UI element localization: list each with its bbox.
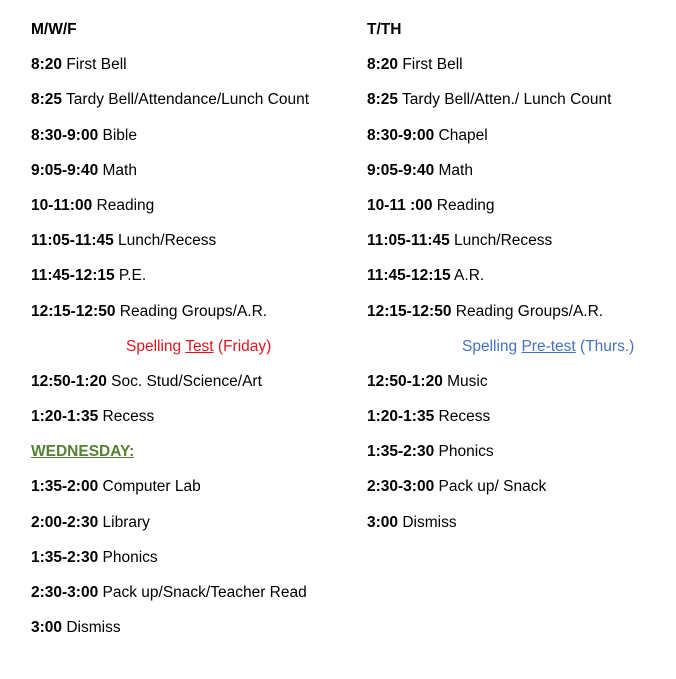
- note-pre: Spelling: [126, 337, 186, 355]
- note-post: (Friday): [213, 337, 272, 355]
- note-underlined: Test: [185, 337, 214, 355]
- row-activity: Library: [98, 513, 150, 531]
- schedule-row: [367, 55, 667, 90]
- row-activity: P.E.: [114, 267, 147, 285]
- row-activity: Soc. Stud/Science/Art: [106, 372, 262, 390]
- schedule-row: [31, 372, 351, 407]
- row-activity: Dismiss: [62, 619, 121, 637]
- note-post: (Thurs.): [575, 337, 635, 355]
- row-activity: Tardy Bell/Atten./ Lunch Count: [398, 91, 612, 109]
- schedule-row: [31, 302, 351, 337]
- row-time: 1:35-2:00: [31, 478, 99, 496]
- row-time: 11:05-11:45: [31, 232, 114, 250]
- row-activity: First Bell: [398, 56, 463, 74]
- row-time: 1:35-2:30: [367, 443, 435, 461]
- schedule-row: [367, 196, 667, 231]
- schedule-row: [31, 266, 351, 301]
- schedule-row: [31, 126, 351, 161]
- schedule-row: [367, 266, 667, 301]
- schedule-row: [367, 407, 667, 442]
- schedule-row: [31, 90, 351, 125]
- row-time: 1:20-1:35: [367, 408, 435, 426]
- row-activity: First Bell: [62, 56, 127, 74]
- schedule-row: [31, 548, 351, 583]
- row-time: 10-11 :00: [367, 196, 433, 214]
- mwf-heading: M/W/F: [31, 21, 77, 38]
- row-activity: Reading Groups/A.R.: [451, 302, 604, 320]
- row-time: 8:20: [31, 56, 63, 74]
- row-activity: Reading: [92, 196, 155, 214]
- row-activity: Pack up/ Snack: [434, 478, 547, 496]
- row-time: 11:45-12:15: [31, 267, 115, 285]
- row-time: 8:25: [31, 91, 63, 109]
- row-activity: Math: [434, 161, 473, 179]
- row-time: 8:30-9:00: [367, 126, 435, 144]
- row-activity: Chapel: [434, 126, 488, 144]
- schedule-row: [367, 161, 667, 196]
- schedule-row: [31, 513, 351, 548]
- row-time: 3:00: [31, 619, 63, 637]
- row-time: 1:20-1:35: [31, 408, 99, 426]
- note-underlined: Pre-test: [521, 337, 576, 355]
- row-time: 11:05-11:45: [367, 232, 450, 250]
- row-activity: Bible: [98, 126, 137, 144]
- wednesday-label: WEDNESDAY:: [31, 443, 135, 461]
- schedule-row: [31, 477, 351, 512]
- spelling-test-note: [31, 337, 351, 372]
- schedule-row: [31, 231, 351, 266]
- schedule-row: [31, 618, 351, 653]
- row-time: 12:15-12:50: [31, 302, 116, 320]
- row-activity: Pack up/Snack/Teacher Read: [98, 584, 307, 601]
- row-activity: Recess: [434, 408, 491, 426]
- row-time: 3:00: [367, 513, 399, 531]
- row-time: 12:50-1:20: [367, 372, 443, 390]
- tth-heading: T/TH: [367, 21, 402, 38]
- schedule-row: [367, 513, 667, 548]
- row-time: 2:00-2:30: [31, 513, 99, 531]
- schedule-row: [367, 126, 667, 161]
- row-time: 8:25: [367, 91, 399, 109]
- row-time: 8:30-9:00: [31, 126, 99, 144]
- row-activity: Math: [98, 161, 137, 179]
- row-activity: Reading Groups/A.R.: [115, 302, 268, 320]
- row-activity: Lunch/Recess: [113, 232, 217, 250]
- row-time: 1:35-2:30: [31, 548, 99, 566]
- row-activity: Computer Lab: [98, 478, 201, 496]
- row-activity: Tardy Bell/Attendance/Lunch Count: [62, 91, 310, 109]
- spelling-pretest-note: [367, 337, 667, 372]
- row-activity: Phonics: [98, 548, 158, 566]
- row-time: 9:05-9:40: [31, 161, 99, 179]
- schedule-row: [367, 372, 667, 407]
- row-time: 12:15-12:50: [367, 302, 452, 320]
- row-activity: Recess: [98, 408, 155, 426]
- schedule-row: [31, 161, 351, 196]
- row-activity: Dismiss: [398, 513, 457, 531]
- note-pre: Spelling: [462, 337, 522, 355]
- mwf-column: [31, 20, 351, 653]
- row-activity: A.R.: [450, 267, 485, 285]
- schedule-row: [31, 55, 351, 90]
- row-time: 2:30-3:00: [367, 478, 435, 496]
- schedule-row: [31, 407, 351, 442]
- row-time: 12:50-1:20: [31, 372, 107, 390]
- schedule-row: [367, 231, 667, 266]
- schedule-row: [31, 196, 351, 231]
- schedule-row: [367, 477, 667, 512]
- tth-column: [367, 20, 667, 548]
- row-time: 11:45-12:15: [367, 267, 451, 285]
- row-activity: Lunch/Recess: [449, 232, 553, 250]
- schedule-row: [31, 583, 351, 618]
- row-time: 10-11:00: [31, 196, 93, 214]
- row-time: 8:20: [367, 56, 399, 74]
- row-activity: Reading: [432, 196, 495, 214]
- row-activity: Phonics: [434, 443, 494, 461]
- row-time: 2:30-3:00: [31, 584, 99, 601]
- schedule-row: [367, 302, 667, 337]
- row-activity: Music: [442, 372, 488, 390]
- schedule-row: [367, 90, 667, 125]
- schedule-row: [367, 442, 667, 477]
- row-time: 9:05-9:40: [367, 161, 435, 179]
